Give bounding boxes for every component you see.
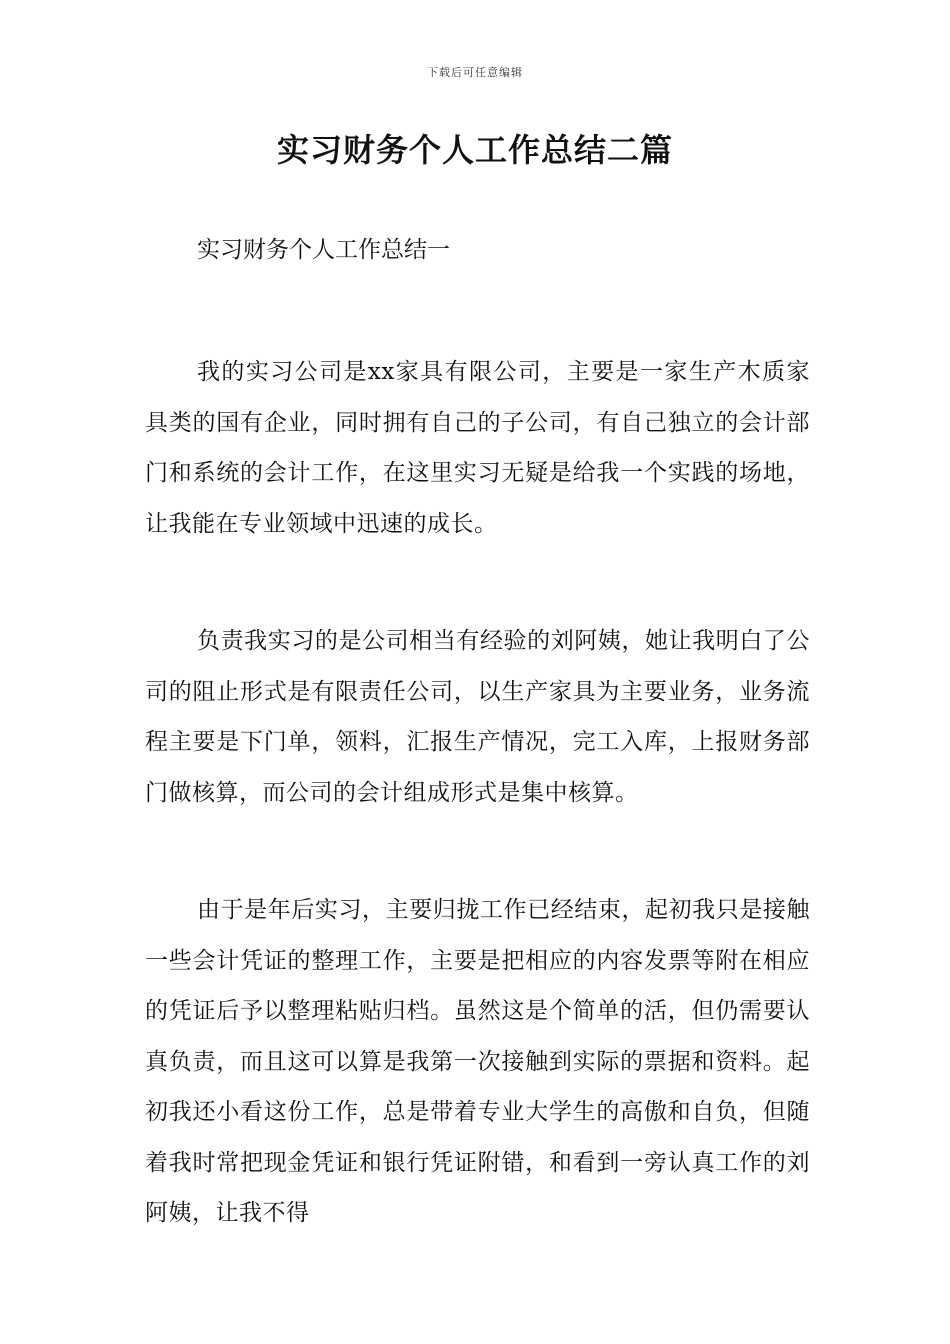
spacer (145, 549, 810, 616)
paragraph-3: 由于是年后实习，主要归拢工作已经结束，起初我只是接触一些会计凭证的整理工作，主要是把相应的内容发票等附在相应的凭证后予以整理粘贴归档。虽然这是个简单的活，但仍需要认真负责，而且这可以算是我第一次接触到实际的票据和资料。起初我还小看这份工作，总是带着专业大学生的高傲和自负，但随着我时常把现金凭证和银行凭证附错，和看到一旁认真工作的刘阿姨，让我不得 (145, 897, 810, 1226)
spacer (145, 818, 810, 885)
document-title: 实习财务个人工作总结二篇 (276, 131, 673, 169)
section-heading: 实习财务个人工作总结一 (197, 237, 450, 263)
paragraph-2: 负责我实习的是公司相当有经验的刘阿姨，她让我明白了公司的阻止形式是有限责任公司，以生产家具为主要业务，业务流程主要是下门单，领料，汇报生产情况，完工入库，上报财务部门做核算，而公司的会计组成形式是集中核算。 (145, 628, 810, 806)
spacer (145, 276, 810, 347)
document-body (145, 224, 810, 1239)
header-note: 下载后可任意编辑 (427, 66, 523, 79)
paragraph-1: 我的实习公司是xx家具有限公司，主要是一家生产木质家具类的国有企业，同时拥有自己的子公司，有自己独立的会计部门和系统的会计工作，在这里实习无疑是给我一个实践的场地，让我能在专业领域中迅速的成长。 (145, 359, 810, 537)
